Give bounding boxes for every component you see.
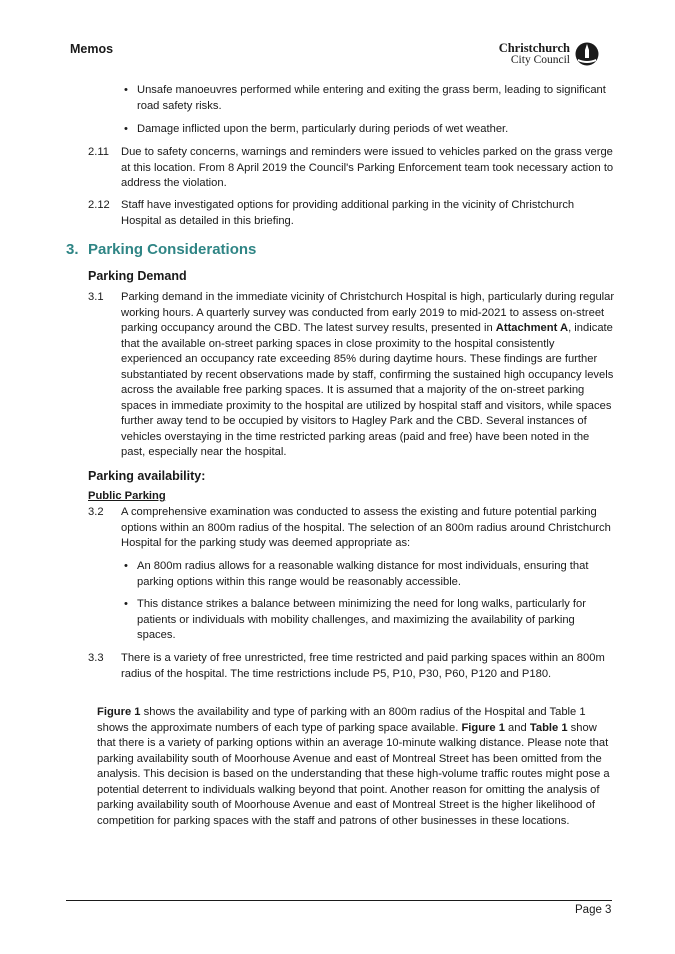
paragraph-text: A comprehensive examination was conducted to assess the existing and future potential parking options within an 800m radius of the hospital. The selection of an 800m radius around Christchurch Hospital for the parking study was deemed appropriate as:: [121, 506, 611, 549]
footer-divider: [66, 900, 612, 901]
subheading-public-parking: Public Parking: [88, 490, 166, 502]
paragraph-3-3: [88, 651, 616, 682]
paragraph-number: 3.2: [88, 506, 104, 518]
bullet-icon: •: [124, 123, 128, 135]
paragraph-3-1: [88, 290, 616, 461]
bullet-icon: •: [124, 560, 128, 572]
figure-reference: Figure 1: [461, 721, 505, 734]
section-title: Parking Considerations: [88, 241, 257, 258]
paragraph-number: 2.11: [88, 146, 109, 158]
paragraph-number: 3.1: [88, 291, 104, 303]
section-number: 3.: [66, 241, 79, 258]
logo-text: [499, 42, 570, 66]
logo-line2: City Council: [510, 54, 570, 66]
paragraph-2-12: [88, 198, 616, 229]
figure-description-paragraph: Figure 1 shows the availability and type of parking with an 800m radius of the Hospital and Table 1 shows the approximate numbers of each type of parking space available. Figure 1 and Table 1 show that there is a variety of parking options within an average 10-minute walking distance. Please note that parking availability south of Moorhouse Avenue and east of Montreal Street has been omitted from the analysis. This decision is based on the understanding that these high-volume traffic routes might pose a potential deterrent to individuals walking beyond that point. Another reason for omitting the analysis of parking availability south of Moorhouse Avenue and east of Montreal Street is the higher likelihood of competition for parking spaces with the staff and patrons of other businesses in these locations.: [97, 706, 610, 827]
council-logo: [497, 40, 601, 70]
paragraph-3-2: [88, 505, 616, 552]
paragraph-text: Staff have investigated options for providing additional parking in the vicinity of Christchurch Hospital as detailed in this briefing.: [121, 199, 575, 227]
logo-line1: Christchurch: [498, 41, 570, 55]
paragraph-text: Parking demand in the immediate vicinity of Christchurch Hospital is high, particularly during regular working hours. A quarterly survey was conducted from early 2019 to mid-2021 to assess on-street parking occupancy around the CBD. The latest survey results, presented in Attachment A, indicate that the available on-street parking spaces in close proximity to the hospital consistently experienced an occupancy rate exceeding 85% during daytime hours. These findings are further substantiated by recent observations made by staff, confirming the sustained high occupancy levels across the available free parking spaces. It is assumed that a majority of the on-street parking spaces in immediate proximity to the hospital are utilized by hospital staff and visitors, while spaces further away tend to be occupied by visitors to Hagley Park and the CBD. Several instances of vehicles overstaying in the time restricted parking areas (paid and free) have been noted in the past, especially near the hospital.: [121, 291, 615, 458]
bullet-icon: •: [124, 84, 128, 96]
list-item: • An 800m radius allows for a reasonable walking distance for most individuals, ensuring that parking options within this range would be reasonably accessible.: [124, 560, 589, 588]
paragraph-text: Due to safety concerns, warnings and reminders were issued to vehicles parked on the grass verge at this location. From 8 April 2019 the Council's Parking Enforcement team took necessary action to address the violation.: [121, 146, 614, 189]
cathedral-icon: [575, 42, 599, 66]
header-title: Memos: [70, 42, 114, 56]
subheading-parking-demand: Parking Demand: [88, 269, 187, 283]
list-item: • This distance strikes a balance between minimizing the need for long walks, particularly for patients or individuals with mobility challenges, and maximizing the availability of parking spaces.: [124, 598, 586, 641]
figure-reference: Figure 1: [97, 706, 141, 718]
page-number: Page 3: [575, 904, 612, 916]
paragraph-text: There is a variety of free unrestricted, free time restricted and paid parking spaces within an 800m radius of the hospital. The time restrictions include P5, P10, P30, P60, P120 and P180.: [121, 652, 605, 680]
subheading-parking-availability: Parking availability:: [88, 469, 206, 483]
list-item: • Unsafe manoeuvres performed while entering and exiting the grass berm, leading to significant road safety risks.: [124, 84, 606, 112]
bullet-icon: •: [124, 598, 128, 610]
paragraph-number: 3.3: [88, 652, 104, 664]
list-item: • Damage inflicted upon the berm, particularly during periods of wet weather.: [124, 122, 614, 138]
section-heading: [66, 242, 256, 258]
paragraph-number: 2.12: [88, 199, 110, 211]
attachment-reference: Attachment A: [495, 322, 569, 334]
table-reference: Table 1: [529, 721, 568, 734]
paragraph-2-11: [88, 145, 616, 192]
